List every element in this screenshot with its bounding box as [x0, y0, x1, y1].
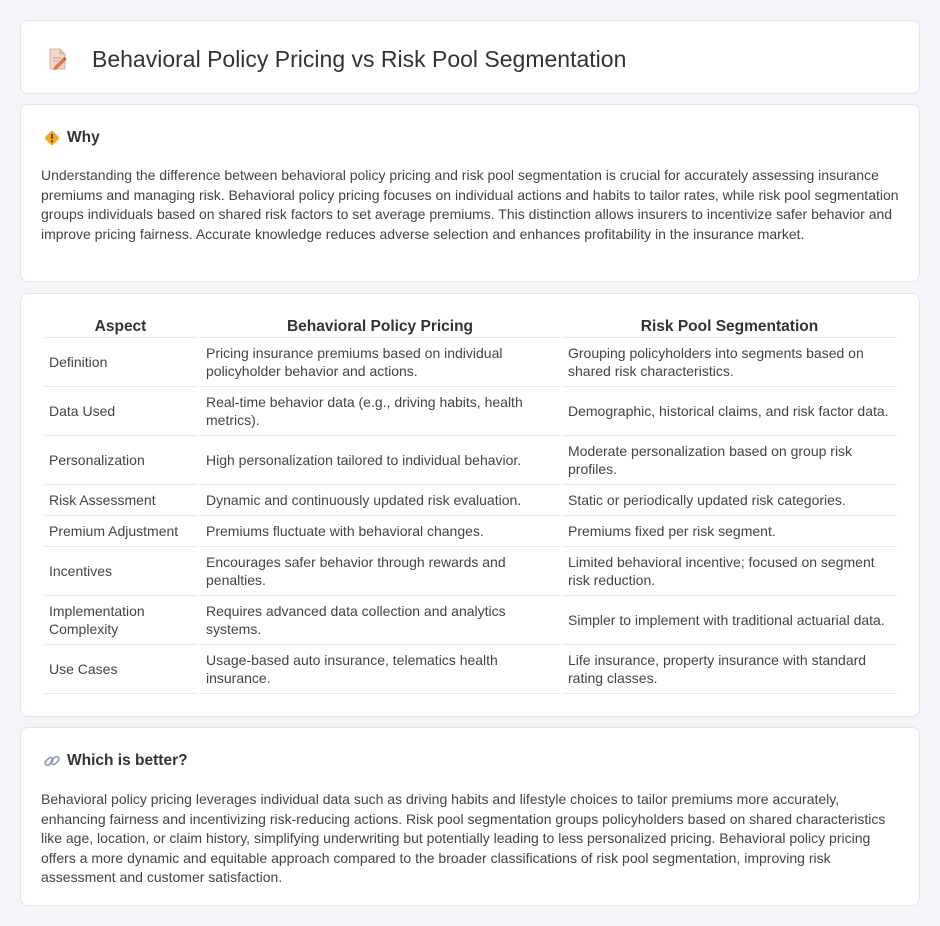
row-risk-pool: Life insurance, property insurance with standard rating classes.: [562, 645, 897, 694]
page-title: Behavioral Policy Pricing vs Risk Pool Segmentation: [92, 46, 627, 72]
row-behavioral: Real-time behavior data (e.g., driving habits, health metrics).: [200, 387, 560, 436]
row-aspect: Risk Assessment: [43, 485, 198, 516]
row-aspect: Personalization: [43, 436, 198, 485]
header-behavioral: Behavioral Policy Pricing: [200, 316, 560, 338]
header-aspect: Aspect: [43, 316, 198, 338]
why-text: Understanding the difference between behavioral policy pricing and risk pool segmentation is crucial for accurately assessing insurance premiums and managing risk. Behavioral policy pricing focuses on individual actions and habits to tailor rates, while risk pool segmentation groups individuals based on shared risk factors to set average premiums. This distinction allows insurers to incentivize safer behavior and improve pricing fairness. Accurate knowledge reduces adverse selection and enhances profitability in the insurance market.: [41, 167, 899, 242]
row-aspect: Premium Adjustment: [43, 516, 198, 547]
row-risk-pool: Premiums fixed per risk segment.: [562, 516, 897, 547]
row-risk-pool: Grouping policyholders into segments based on shared risk characteristics.: [562, 338, 897, 387]
row-behavioral: Pricing insurance premiums based on individual policyholder behavior and actions.: [200, 338, 560, 387]
row-risk-pool: Simpler to implement with traditional actuarial data.: [562, 596, 897, 645]
row-aspect: Definition: [43, 338, 198, 387]
why-heading-label: Why: [67, 129, 100, 146]
row-aspect: Incentives: [43, 547, 198, 596]
header-risk-pool: Risk Pool Segmentation: [562, 316, 897, 338]
table-row: [43, 436, 897, 485]
row-behavioral: Dynamic and continuously updated risk evaluation.: [200, 485, 560, 516]
row-aspect: Implementation Complexity: [43, 596, 198, 645]
row-behavioral: Premiums fluctuate with behavioral changes.: [200, 516, 560, 547]
link-icon: [43, 752, 61, 770]
row-behavioral: Usage-based auto insurance, telematics health insurance.: [200, 645, 560, 694]
table-row: [43, 387, 897, 436]
comparison-section: [20, 293, 920, 717]
why-heading: [43, 129, 100, 147]
why-section: [20, 104, 920, 282]
row-aspect: Data Used: [43, 387, 198, 436]
row-risk-pool: Static or periodically updated risk categories.: [562, 485, 897, 516]
better-heading: [43, 752, 188, 770]
row-behavioral: Encourages safer behavior through rewards and penalties.: [200, 547, 560, 596]
document-edit-icon: [48, 48, 68, 70]
better-text: Behavioral policy pricing leverages individual data such as driving habits and lifestyle choices to tailor premiums more accurately, enhancing fairness and incentivizing risk-reducing actions. Risk pool segmentation groups policyholders based on shared characteristics like age, location, or claim history, simplifying underwriting but potentially leading to less personalized pricing. Behavioral policy pricing offers a more dynamic and equitable approach compared to the broader classifications of risk pool segmentation, improving risk assessment and customer satisfaction.: [41, 791, 886, 885]
table-row: [43, 338, 897, 387]
table-row: [43, 645, 897, 694]
row-behavioral: High personalization tailored to individual behavior.: [200, 436, 560, 485]
table-row: [43, 516, 897, 547]
row-risk-pool: Moderate personalization based on group risk profiles.: [562, 436, 897, 485]
which-better-section: [20, 727, 920, 906]
comparison-table: [41, 316, 899, 694]
diamond-warning-icon: [43, 129, 61, 147]
better-heading-label: Which is better?: [67, 752, 188, 769]
row-risk-pool: Demographic, historical claims, and risk factor data.: [562, 387, 897, 436]
table-header-row: [43, 316, 897, 338]
table-row: [43, 547, 897, 596]
row-behavioral: Requires advanced data collection and analytics systems.: [200, 596, 560, 645]
row-risk-pool: Limited behavioral incentive; focused on segment risk reduction.: [562, 547, 897, 596]
table-row: [43, 596, 897, 645]
header-card: [20, 20, 920, 94]
row-aspect: Use Cases: [43, 645, 198, 694]
table-row: [43, 485, 897, 516]
